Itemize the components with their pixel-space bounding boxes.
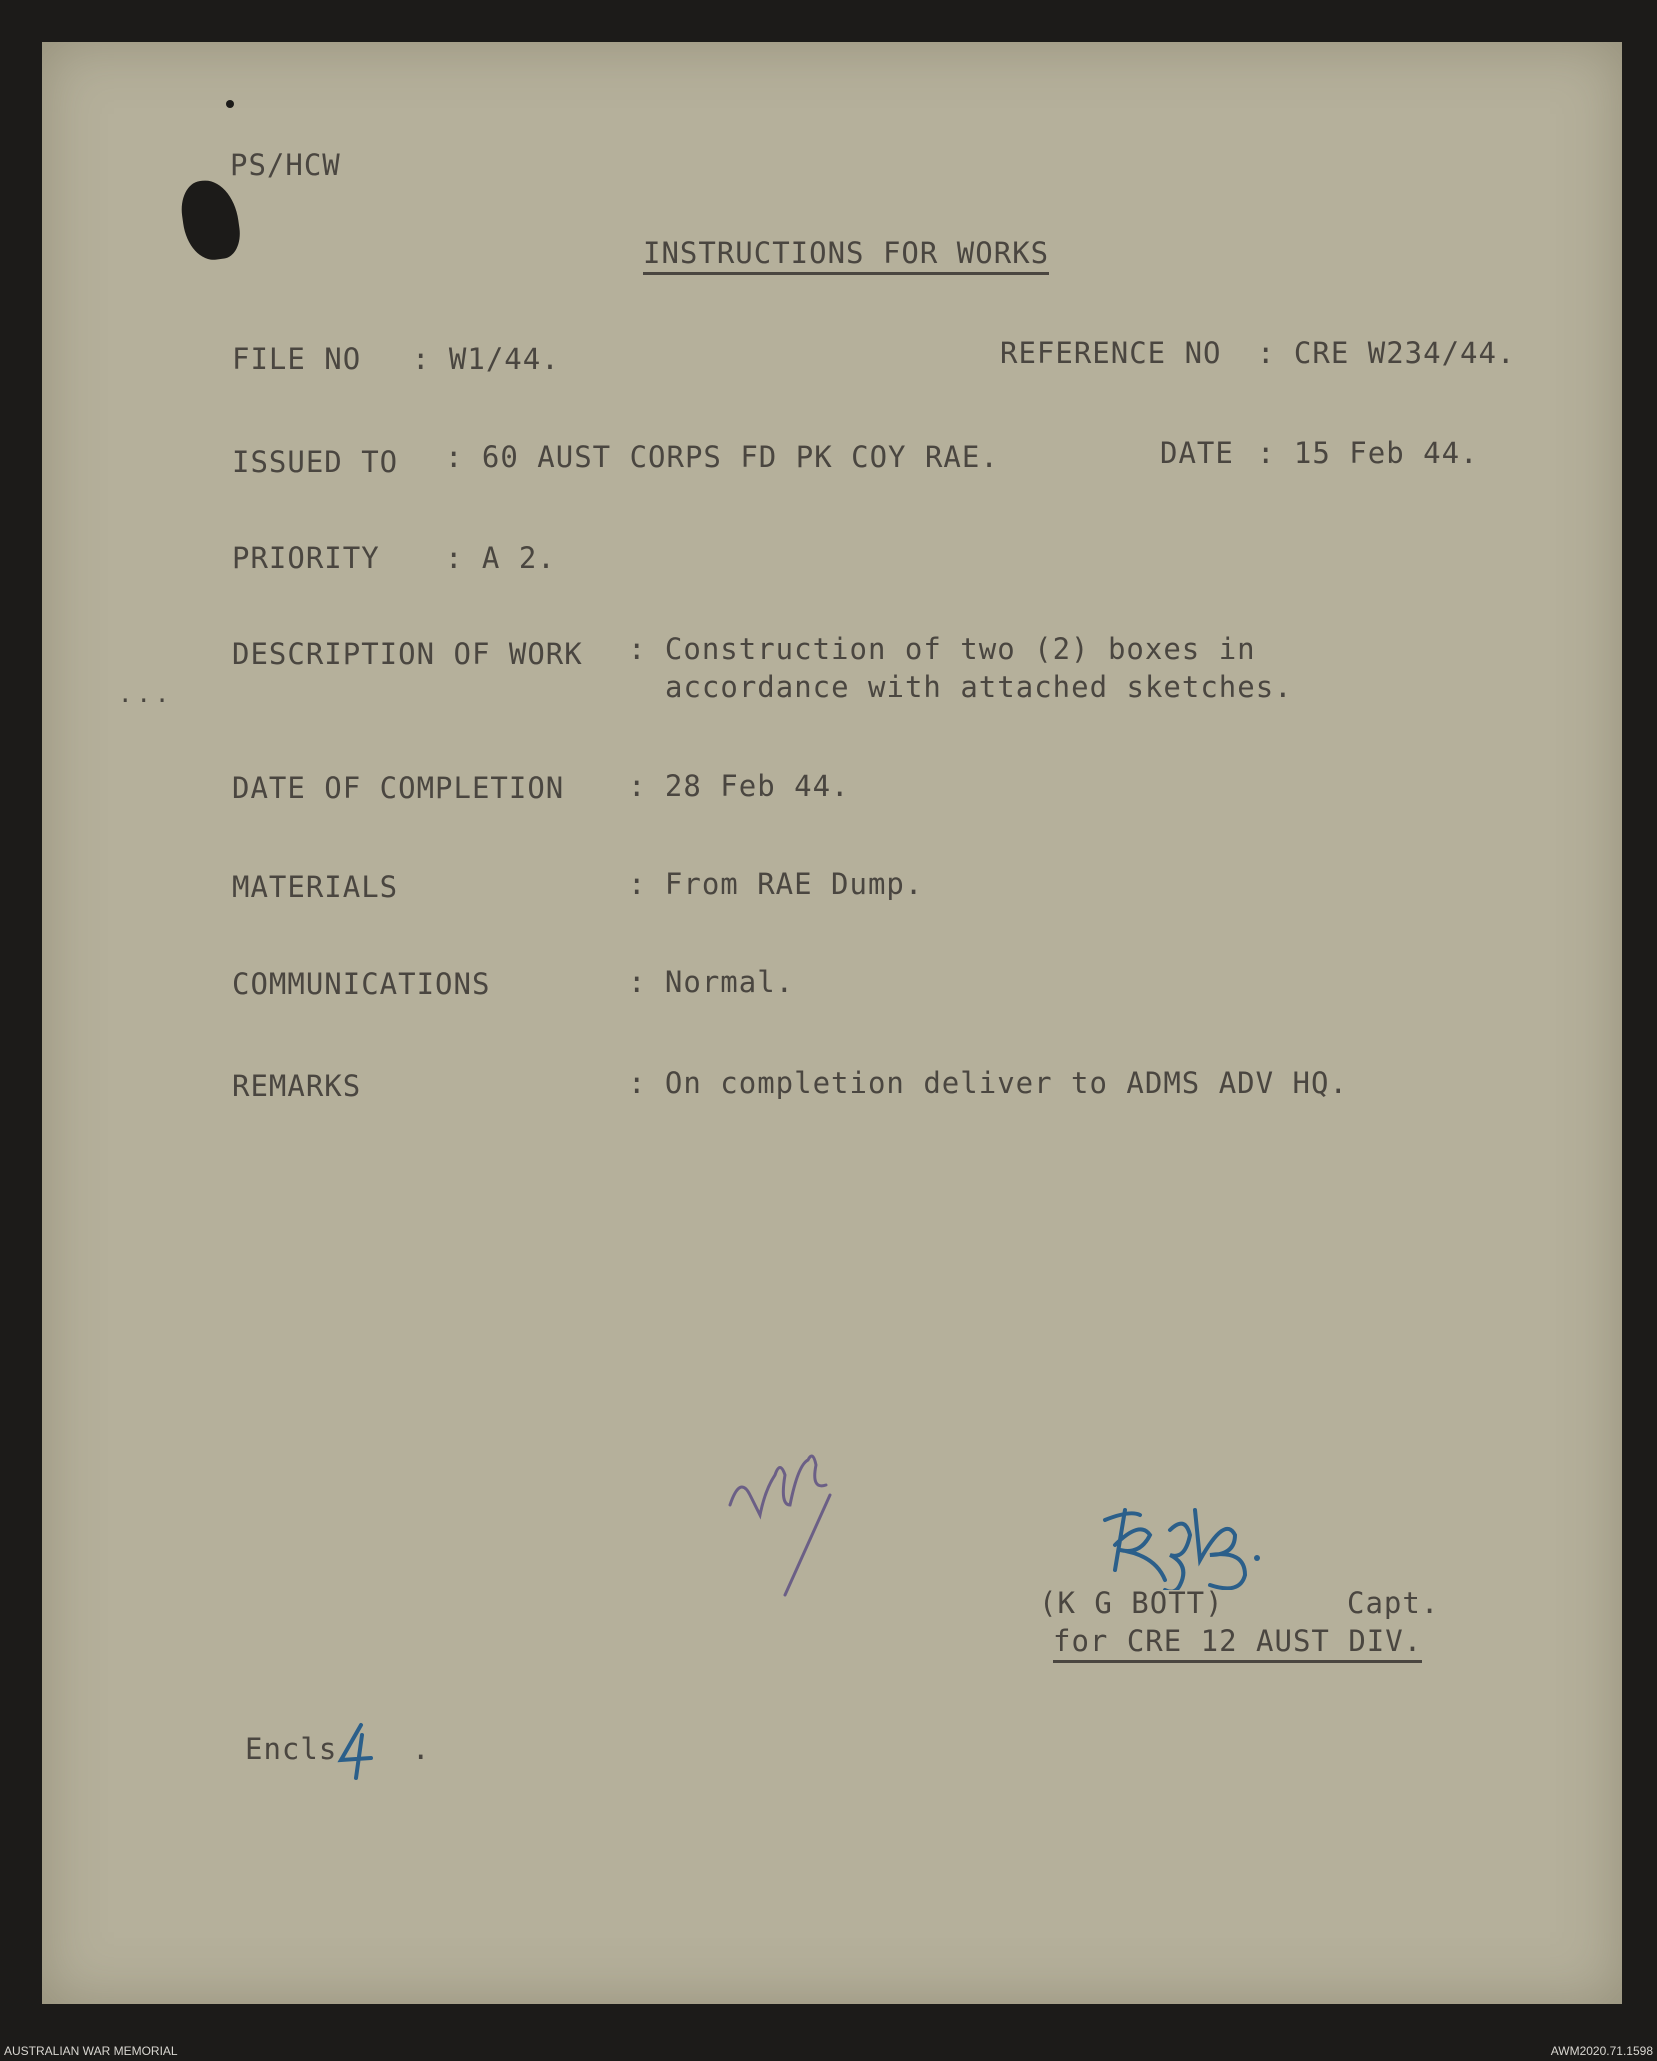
- signatory-name: (K G BOTT): [1039, 1586, 1224, 1620]
- file-no-value: : W1/44.: [412, 342, 560, 376]
- issued-to-value: : 60 AUST CORPS FD PK COY RAE.: [445, 440, 999, 474]
- document-title: INSTRUCTIONS FOR WORKS: [643, 236, 1049, 275]
- completion-label: DATE OF COMPLETION: [232, 771, 565, 805]
- priority-label: PRIORITY: [232, 541, 380, 575]
- enclosures-end: .: [412, 1732, 430, 1766]
- materials-value: : From RAE Dump.: [628, 867, 924, 901]
- footer-left: AUSTRALIAN WAR MEMORIAL: [4, 2044, 178, 2058]
- handwritten-signature: [1085, 1500, 1265, 1590]
- footer-right: AWM2020.71.1598: [1550, 2044, 1653, 2058]
- date-label: DATE: [1160, 436, 1234, 470]
- reference-value: : CRE W234/44.: [1257, 336, 1516, 370]
- remarks-value: : On completion deliver to ADMS ADV HQ.: [628, 1066, 1348, 1100]
- reference-label: REFERENCE NO: [1000, 336, 1222, 370]
- margin-mark: ...: [118, 680, 174, 708]
- issued-to-label: ISSUED TO: [232, 445, 399, 479]
- description-line1: : Construction of two (2) boxes in: [628, 632, 1256, 666]
- file-no-label: FILE NO: [232, 342, 362, 376]
- communications-value: : Normal.: [628, 965, 795, 999]
- handwritten-initial: [720, 1445, 860, 1605]
- signatory-rank: Capt.: [1347, 1586, 1440, 1620]
- priority-value: : A 2.: [445, 541, 556, 575]
- remarks-label: REMARKS: [232, 1069, 362, 1103]
- enclosures-label: Encls: [245, 1732, 338, 1766]
- handwritten-enclosure-count: [336, 1720, 376, 1780]
- communications-label: COMMUNICATIONS: [232, 967, 491, 1001]
- materials-label: MATERIALS: [232, 870, 399, 904]
- punch-hole-small: [226, 100, 234, 108]
- description-label: DESCRIPTION OF WORK: [232, 637, 583, 671]
- header-code: PS/HCW: [230, 148, 341, 182]
- completion-value: : 28 Feb 44.: [628, 769, 850, 803]
- date-value: : 15 Feb 44.: [1257, 436, 1479, 470]
- signatory-for: for CRE 12 AUST DIV.: [1053, 1624, 1422, 1663]
- description-line2: accordance with attached sketches.: [665, 670, 1293, 704]
